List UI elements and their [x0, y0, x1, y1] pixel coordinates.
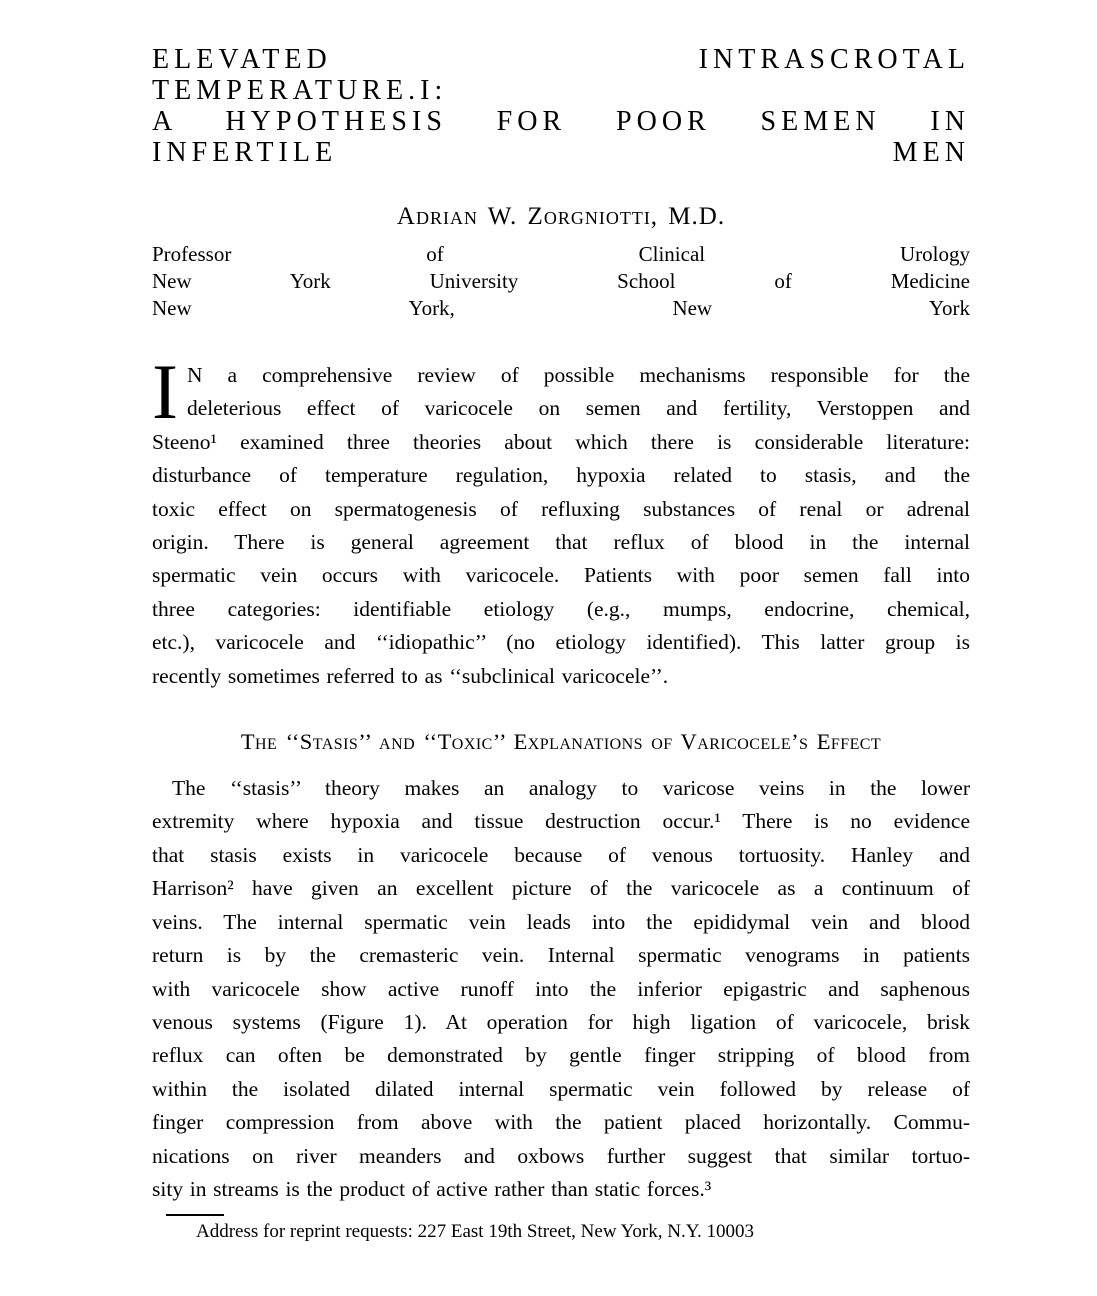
text-line: A HYPOTHESIS FOR POOR SEMEN IN — [152, 106, 970, 137]
text-line: INFERTILE MEN — [152, 137, 970, 168]
text-column — [152, 0, 970, 1244]
text-line: within the isolated dilated internal spermatic vein followed by release of — [152, 1076, 970, 1101]
text-line: N a comprehensive review of possible mechanisms responsible for the — [186, 363, 970, 387]
text-line: with varicocele show active runoff into the inferior epigastric and saphenous — [152, 976, 970, 1001]
page-title — [152, 44, 970, 168]
text-line: reflux can often be demonstrated by gentle finger stripping of blood from — [152, 1043, 970, 1068]
text-line: origin. There is general agreement that reflux of blood in the internal — [152, 530, 970, 555]
text-line: finger compression from above with the patient placed horizontally. Commu- — [152, 1110, 970, 1135]
text-line: spermatic vein occurs with varicocele. Patients with poor semen fall into — [152, 563, 970, 588]
text-line: Professor of Clinical Urology — [152, 242, 970, 266]
text-line: etc.), varicocele and ‘‘idiopathic’’ (no etiology identified). This latter group is — [152, 630, 970, 655]
text-line: veins. The internal spermatic vein leads into the epididymal vein and blood — [152, 909, 970, 934]
text-line: New York, New York — [152, 296, 970, 320]
text-line: disturbance of temperature regulation, hypoxia related to stasis, and the — [152, 463, 970, 488]
text-line: Steeno¹ examined three theories about which there is considerable literature: — [152, 429, 970, 454]
intro-paragraph-lines — [152, 348, 970, 693]
footnote-rule — [166, 1214, 224, 1216]
text-line: nications on river meanders and oxbows further suggest that similar tortuo- — [152, 1143, 970, 1168]
drop-cap: I — [152, 348, 178, 435]
text-line: three categories: identifiable etiology (e.g., mumps, endocrine, chemical, — [152, 596, 970, 621]
author-affiliation — [152, 241, 970, 322]
text-line: toxic effect on spermatogenesis of refluxing substances of renal or adrenal — [152, 496, 970, 521]
text-line: that stasis exists in varicocele because of venous tortuosity. Hanley and — [152, 842, 970, 867]
text-line: sity in streams is the product of active rather than static forces.³ — [152, 1176, 712, 1201]
text-line: Harrison² have given an excellent picture of the varicocele as a continuum of — [152, 876, 970, 901]
text-line: TEMPERATURE.I: — [152, 75, 448, 106]
text-line: deleterious effect of varicocele on semen and fertility, Verstoppen and — [186, 396, 970, 421]
text-line: return is by the cremasteric vein. Internal spermatic venograms in patients — [152, 943, 970, 968]
text-line: recently sometimes referred to as ‘‘subclinical varicocele’’. — [152, 663, 669, 688]
footnote-text: Address for reprint requests: 227 East 19th Street, New York, N.Y. 10003 — [196, 1221, 754, 1243]
text-line: New York University School of Medicine — [152, 269, 970, 293]
stasis-paragraph — [152, 772, 970, 1206]
author-name: Adrian W. Zorgniotti, M.D. — [396, 203, 726, 230]
text-line: The ‘‘stasis’’ theory makes an analogy to varicose veins in the lower — [172, 776, 970, 801]
intro-paragraph — [152, 348, 970, 693]
section-heading: The ‘‘Stasis’’ and ‘‘Toxic’’ Explanations of Varicocele’s Effect — [240, 729, 882, 755]
text-line: venous systems (Figure 1). At operation for high ligation of varicocele, brisk — [152, 1009, 970, 1034]
text-line: extremity where hypoxia and tissue destruction occur.¹ There is no evidence — [152, 809, 970, 834]
text-line: ELEVATED INTRASCROTAL — [152, 44, 970, 75]
